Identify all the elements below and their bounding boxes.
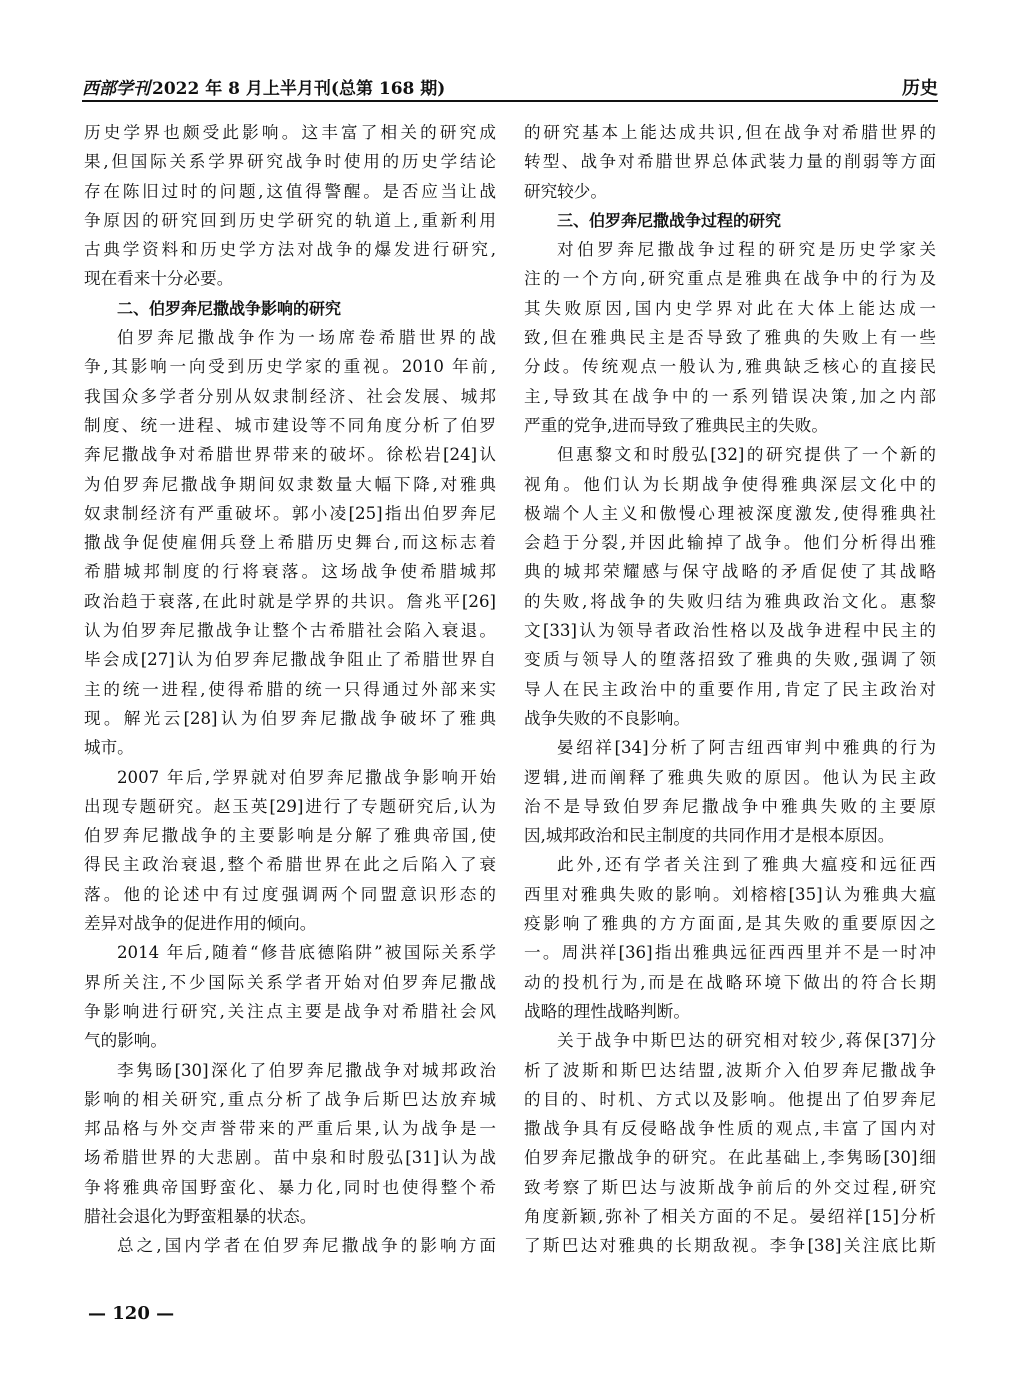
text-line: 城市。 [84,738,134,758]
text-line: 2007 年后,学界就对伯罗奔尼撒战争影响开始 [117,767,496,787]
text-line: 的目的、时机、方式以及影响。他提出了伯罗奔尼 [524,1089,936,1109]
text-line: 导人在民主政治中的重要作用,肯定了民主政治对 [524,679,936,699]
header-rule [82,100,938,102]
text-line: 界所关注,不少国际关系学者开始对伯罗奔尼撒战 [84,972,496,992]
text-line: 撒战争具有反侵略战争性质的观点,丰富了国内对 [524,1119,936,1139]
text-line: 致考察了斯巴达与波斯战争前后的外交过程,研究 [524,1177,936,1197]
text-line: 影响的相关研究,重点分析了战争后斯巴达放弃城 [84,1089,496,1109]
text-line: 出现专题研究。赵玉英[29]进行了专题研究后,认为 [84,796,496,816]
text-line: 奴隶制经济有严重破坏。郭小凌[25]指出伯罗奔尼 [84,503,496,523]
text-line: 极端个人主义和傲慢心理被深度激发,使得雅典社 [524,503,936,523]
text-line: 分歧。传统观点一般认为,雅典缺乏核心的直接民 [524,357,936,377]
section-label: 历史 [902,78,938,99]
journal-logo: 西部学刊 [82,79,150,99]
left-column [84,118,496,1261]
text-line: 邦品格与外交声誉带来的严重后果,认为战争是一 [84,1119,496,1139]
text-line: 西里对雅典失败的影响。刘榕榕[35]认为雅典大瘟 [524,884,936,904]
text-line: 争将雅典帝国野蛮化、暴力化,同时也使得整个希 [84,1177,496,1197]
text-line: 伯罗奔尼撒战争的主要影响是分解了雅典帝国,使 [84,826,496,846]
text-line: 气的影响。 [84,1031,167,1051]
text-line: 转型、战争对希腊世界总体武装力量的削弱等方面 [524,152,936,172]
text-line: 争,其影响一向受到历史学家的重视。2010 年前, [84,357,496,377]
text-line: 治不是导致伯罗奔尼撒战争中雅典失败的主要原 [524,796,936,816]
text-line: 战略的理性战略判断。 [524,1001,690,1021]
text-line: 致,但在雅典民主是否导致了雅典的失败上有一些 [524,328,936,348]
text-line: 2014 年后,随着“修昔底德陷阱”被国际关系学 [117,943,496,963]
text-line: 疫影响了雅典的方方面面,是其失败的重要原因之 [524,914,936,934]
page-number: — 120 — [88,1303,175,1324]
text-line: 伯罗奔尼撒战争作为一场席卷希腊世界的战 [117,328,496,348]
text-line: 主的统一进程,使得希腊的统一只得通过外部来实 [84,679,496,699]
text-line: 总之,国内学者在伯罗奔尼撒战争的影响方面 [117,1236,496,1256]
text-line: 会趋于分裂,并因此输掉了战争。他们分析得出雅 [524,533,936,553]
text-line: 制度、统一进程、城市建设等不同角度分析了伯罗 [84,415,496,435]
text-line: 场希腊世界的大悲剧。苗中泉和时殷弘[31]认为战 [84,1148,496,1168]
text-line: 现。解光云[28]认为伯罗奔尼撒战争破坏了雅典 [84,708,496,728]
text-line: 为伯罗奔尼撒战争期间奴隶数量大幅下降,对雅典 [84,474,496,494]
text-line: 析了波斯和斯巴达结盟,波斯介入伯罗奔尼撒战争 [524,1060,936,1080]
text-line: 的失败,将战争的失败归结为雅典政治文化。惠黎 [524,591,936,611]
text-line: 变质与领导人的堕落招致了雅典的失败,强调了领 [524,650,936,670]
text-line: 此外,还有学者关注到了雅典大瘟疫和远征西 [557,855,936,875]
section-heading: 三、伯罗奔尼撒战争过程的研究 [557,210,782,230]
text-line: 认为伯罗奔尼撒战争让整个古希腊社会陷入衰退。 [84,621,496,641]
text-line: 文[33]认为领导者政治性格以及战争进程中民主的 [524,621,936,641]
text-line: 毕会成[27]认为伯罗奔尼撒战争阻止了希腊世界自 [84,650,496,670]
text-line: 视角。他们认为长期战争使得雅典深层文化中的 [524,474,936,494]
text-line: 一。周洪祥[36]指出雅典远征西西里并不是一时冲 [524,943,936,963]
text-line: 古典学资料和历史学方法对战争的爆发进行研究, [84,240,496,260]
right-column [524,118,936,1261]
text-line: 逻辑,进而阐释了雅典失败的原因。他认为民主政 [524,767,936,787]
text-line: 李隽旸[30]深化了伯罗奔尼撒战争对城邦政治 [117,1060,496,1080]
text-line: 希腊城邦制度的行将衰落。这场战争使希腊城邦 [84,562,496,582]
text-line: 腊社会退化为野蛮粗暴的状态。 [84,1206,317,1226]
text-line: 奔尼撒战争对希腊世界带来的破坏。徐松岩[24]认 [84,445,496,465]
journal-issue-line [82,74,445,99]
text-line: 差异对战争的促进作用的倾向。 [84,914,317,934]
text-line: 主,导致其在战争中的一系列错误决策,加之内部 [524,386,936,406]
text-line: 历史学界也颇受此影响。这丰富了相关的研究成 [84,123,496,142]
text-line: 的研究基本上能达成共识,但在战争对希腊世界的 [524,123,936,142]
text-line: 动的投机行为,而是在战略环境下做出的符合长期 [524,972,936,992]
text-line: 政治趋于衰落,在此时就是学界的共识。詹兆平[26] [84,591,496,611]
issue-label: 2022 年 8 月上半月刊(总第 168 期) [152,79,446,99]
text-line: 落。他的论述中有过度强调两个同盟意识形态的 [84,884,496,904]
text-line: 现在看来十分必要。 [84,269,234,289]
running-header [82,66,938,106]
text-line: 关于战争中斯巴达的研究相对较少,蒋保[37]分 [557,1031,936,1051]
text-line: 争原因的研究回到历史学研究的轨道上,重新利用 [84,210,496,230]
text-line: 角度新颖,弥补了相关方面的不足。晏绍祥[15]分析 [524,1206,936,1226]
text-line: 晏绍祥[34]分析了阿吉纽西审判中雅典的行为 [557,738,936,758]
text-line: 研究较少。 [524,181,607,201]
text-line: 其失败原因,国内史学界对此在大体上能达成一 [524,298,936,318]
text-line: 伯罗奔尼撒战争的研究。在此基础上,李隽旸[30]细 [524,1148,936,1168]
text-line: 果,但国际关系学界研究战争时使用的历史学结论 [84,152,496,172]
text-line: 撒战争促使雇佣兵登上希腊历史舞台,而这标志着 [84,533,496,553]
text-line: 我国众多学者分别从奴隶制经济、社会发展、城邦 [84,386,496,406]
text-line: 典的城邦荣耀感与保守战略的矛盾促使了其战略 [524,562,936,582]
text-line: 对伯罗奔尼撒战争过程的研究是历史学家关 [557,240,936,260]
text-line: 注的一个方向,研究重点是雅典在战争中的行为及 [524,269,936,289]
text-line: 得民主政治衰退,整个希腊世界在此之后陷入了衰 [84,855,496,875]
text-line: 了斯巴达对雅典的长期敌视。李争[38]关注底比斯 [524,1236,936,1256]
text-line: 因,城邦政治和民主制度的共同作用才是根本原因。 [524,826,895,846]
text-line: 战争失败的不良影响。 [524,708,690,728]
section-heading: 二、伯罗奔尼撒战争影响的研究 [117,298,342,318]
text-line: 严重的党争,进而导致了雅典民主的失败。 [524,415,828,435]
text-line: 但惠黎文和时殷弘[32]的研究提供了一个新的 [557,445,936,465]
text-line: 存在陈旧过时的问题,这值得警醒。是否应当让战 [84,181,496,201]
text-line: 争影响进行研究,关注点主要是战争对希腊社会风 [84,1001,496,1021]
